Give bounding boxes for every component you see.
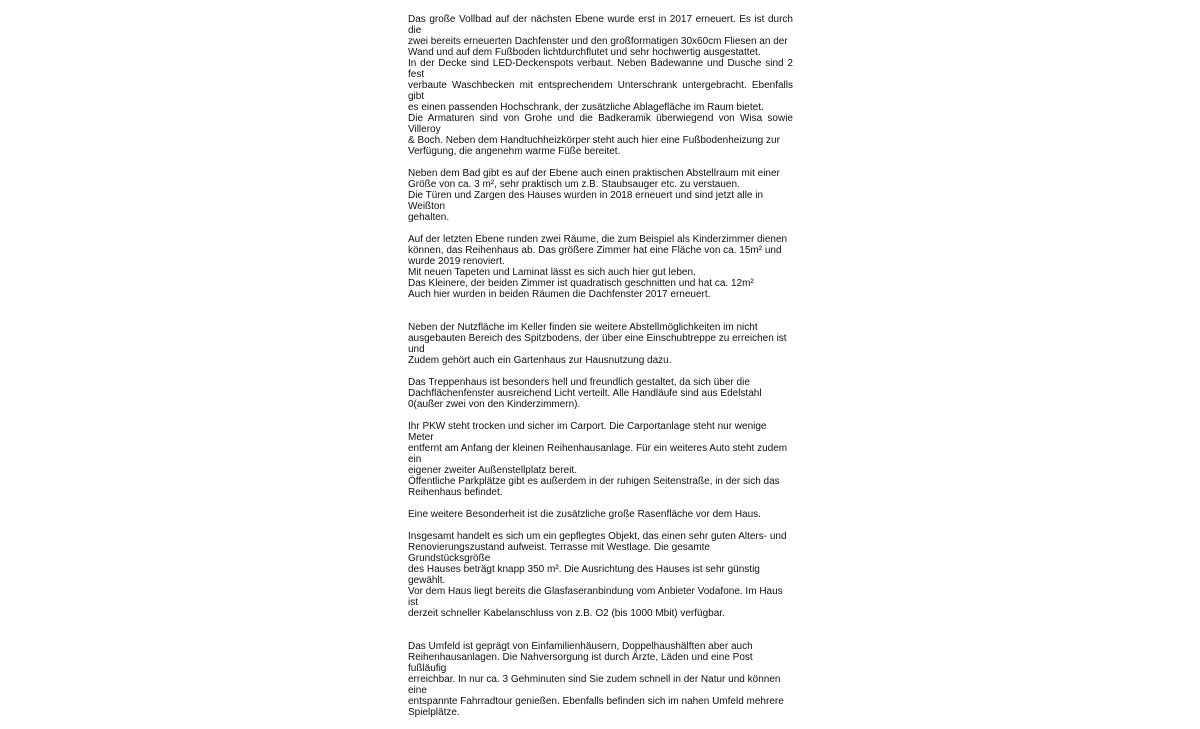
document-page bbox=[408, 14, 793, 729]
text-line: entspannte Fahrradtour genießen. Ebenfalls befinden sich im nahen Umfeld mehrere bbox=[408, 696, 784, 707]
paragraph-parking bbox=[408, 421, 793, 498]
paragraph-bath bbox=[408, 14, 793, 157]
paragraph-top-level bbox=[408, 234, 793, 300]
text-line: Das Treppenhaus ist besonders hell und freundlich gestaltet, da sich über die bbox=[408, 377, 750, 388]
text-line: Ihr PKW steht trocken und sicher im Carport. Die Carportanlage steht nur wenige Meter bbox=[408, 421, 767, 443]
text-line: Auch hier wurden in beiden Räumen die Dachfenster 2017 erneuert. bbox=[408, 289, 711, 300]
text-line: Spielplätze. bbox=[408, 707, 460, 718]
text-line: Eine weitere Besonderheit ist die zusätzliche große Rasenfläche vor dem Haus. bbox=[408, 509, 761, 520]
text-line: Öffentliche Parkplätze gibt es außerdem in der ruhigen Seitenstraße, in der sich das bbox=[408, 476, 780, 487]
text-line: Vor dem Haus liegt bereits die Glasfaseranbindung vom Anbieter Vodafone. Im Haus ist bbox=[408, 586, 783, 608]
paragraph-spacer bbox=[408, 311, 793, 322]
text-line: des Hauses beträgt knapp 350 m². Die Ausrichtung des Hauses ist sehr günstig gewählt. bbox=[408, 564, 760, 586]
text-line: In der Decke sind LED-Deckenspots verbaut. Neben Badewanne und Dusche sind 2 fest bbox=[408, 58, 793, 80]
text-line: Das Umfeld ist geprägt von Einfamilienhäusern, Doppelhaushälften aber auch bbox=[408, 641, 753, 652]
text-line: Reihenhausanlagen. Die Nahversorgung ist durch Ärzte, Läden und eine Post fußläufig bbox=[408, 652, 753, 674]
text-line: entfernt am Anfang der kleinen Reihenhausanlage. Für ein weiteres Auto steht zudem ein bbox=[408, 443, 788, 465]
paragraph-lawn bbox=[408, 509, 793, 520]
text-line: gehalten. bbox=[408, 212, 450, 223]
text-line: Reihenhaus befindet. bbox=[408, 487, 503, 498]
text-line: Die Armaturen sind von Grohe und die Badkeramik überwiegend von Wisa sowie Villeroy bbox=[408, 113, 793, 135]
text-line: & Boch. Neben dem Handtuchheizkörper steht auch hier eine Fußbodenheizung zur bbox=[408, 135, 780, 146]
text-line: Neben der Nutzfläche im Keller finden sie weitere Abstellmöglichkeiten im nicht bbox=[408, 322, 758, 333]
text-line: Verfügung, die angenehm warme Füße bereitet. bbox=[408, 146, 621, 157]
paragraph-summary bbox=[408, 531, 793, 619]
paragraph-surroundings bbox=[408, 641, 793, 718]
text-line: Das Kleinere, der beiden Zimmer ist quadratisch geschnitten und hat ca. 12m² bbox=[408, 278, 754, 289]
text-line: können, das Reihenhaus ab. Das größere Zimmer hat eine Fläche von ca. 15m² und bbox=[408, 245, 782, 256]
text-line: eigener zweiter Außenstellplatz bereit. bbox=[408, 465, 577, 476]
text-line: Mit neuen Tapeten und Laminat lässt es sich auch hier gut leben. bbox=[408, 267, 696, 278]
paragraph-stairs bbox=[408, 377, 793, 410]
text-line: Größe von ca. 3 m², sehr praktisch um z.B. Staubsauger etc. zu verstauen. bbox=[408, 179, 740, 190]
text-line: ausgebauten Bereich des Spitzbodens, der über eine Einschubtreppe zu erreichen ist und bbox=[408, 333, 787, 355]
text-line: wurde 2019 renoviert. bbox=[408, 256, 505, 267]
text-line: es einen passenden Hochschrank, der zusätzliche Ablagefläche im Raum bietet. bbox=[408, 102, 764, 113]
text-line: Neben dem Bad gibt es auf der Ebene auch einen praktischen Abstellraum mit einer bbox=[408, 168, 780, 179]
paragraph-spacer bbox=[408, 630, 793, 641]
text-line: Die Türen und Zargen des Hauses wurden in 2018 erneuert und sind jetzt alle in Weißton bbox=[408, 190, 764, 212]
text-line: Renovierungszustand aufweist. Terrasse mit Westlage. Die gesamte Grundstücksgröße bbox=[408, 542, 710, 564]
text-line: 0(außer zwei von den Kinderzimmern). bbox=[408, 399, 581, 410]
text-line: derzeit schneller Kabelanschluss von z.B. O2 (bis 1000 Mbit) verfügbar. bbox=[408, 608, 725, 619]
text-line: Wand und auf dem Fußboden lichtdurchflutet und sehr hochwertig ausgestattet. bbox=[408, 47, 761, 58]
text-line: Insgesamt handelt es sich um ein gepflegtes Objekt, das einen sehr guten Alters- und bbox=[408, 531, 787, 542]
paragraph-storage bbox=[408, 168, 793, 223]
text-line: Das große Vollbad auf der nächsten Ebene wurde erst in 2017 erneuert. Es ist durch die bbox=[408, 14, 793, 36]
paragraph-cellar bbox=[408, 322, 793, 366]
text-line: zwei bereits erneuerten Dachfenster und den großformatigen 30x60cm Fliesen an der bbox=[408, 36, 788, 47]
text-line: erreichbar. In nur ca. 3 Gehminuten sind Sie zudem schnell in der Natur und können eine bbox=[408, 674, 781, 696]
text-line: Auf der letzten Ebene runden zwei Räume, die zum Beispiel als Kinderzimmer dienen bbox=[408, 234, 788, 245]
text-line: Dachflächenfenster ausreichend Licht verteilt. Alle Handläufe sind aus Edelstahl bbox=[408, 388, 762, 399]
text-line: Zudem gehört auch ein Gartenhaus zur Hausnutzung dazu. bbox=[408, 355, 672, 366]
text-line: verbaute Waschbecken mit entsprechendem Unterschrank untergebracht. Ebenfalls gibt bbox=[408, 80, 793, 102]
